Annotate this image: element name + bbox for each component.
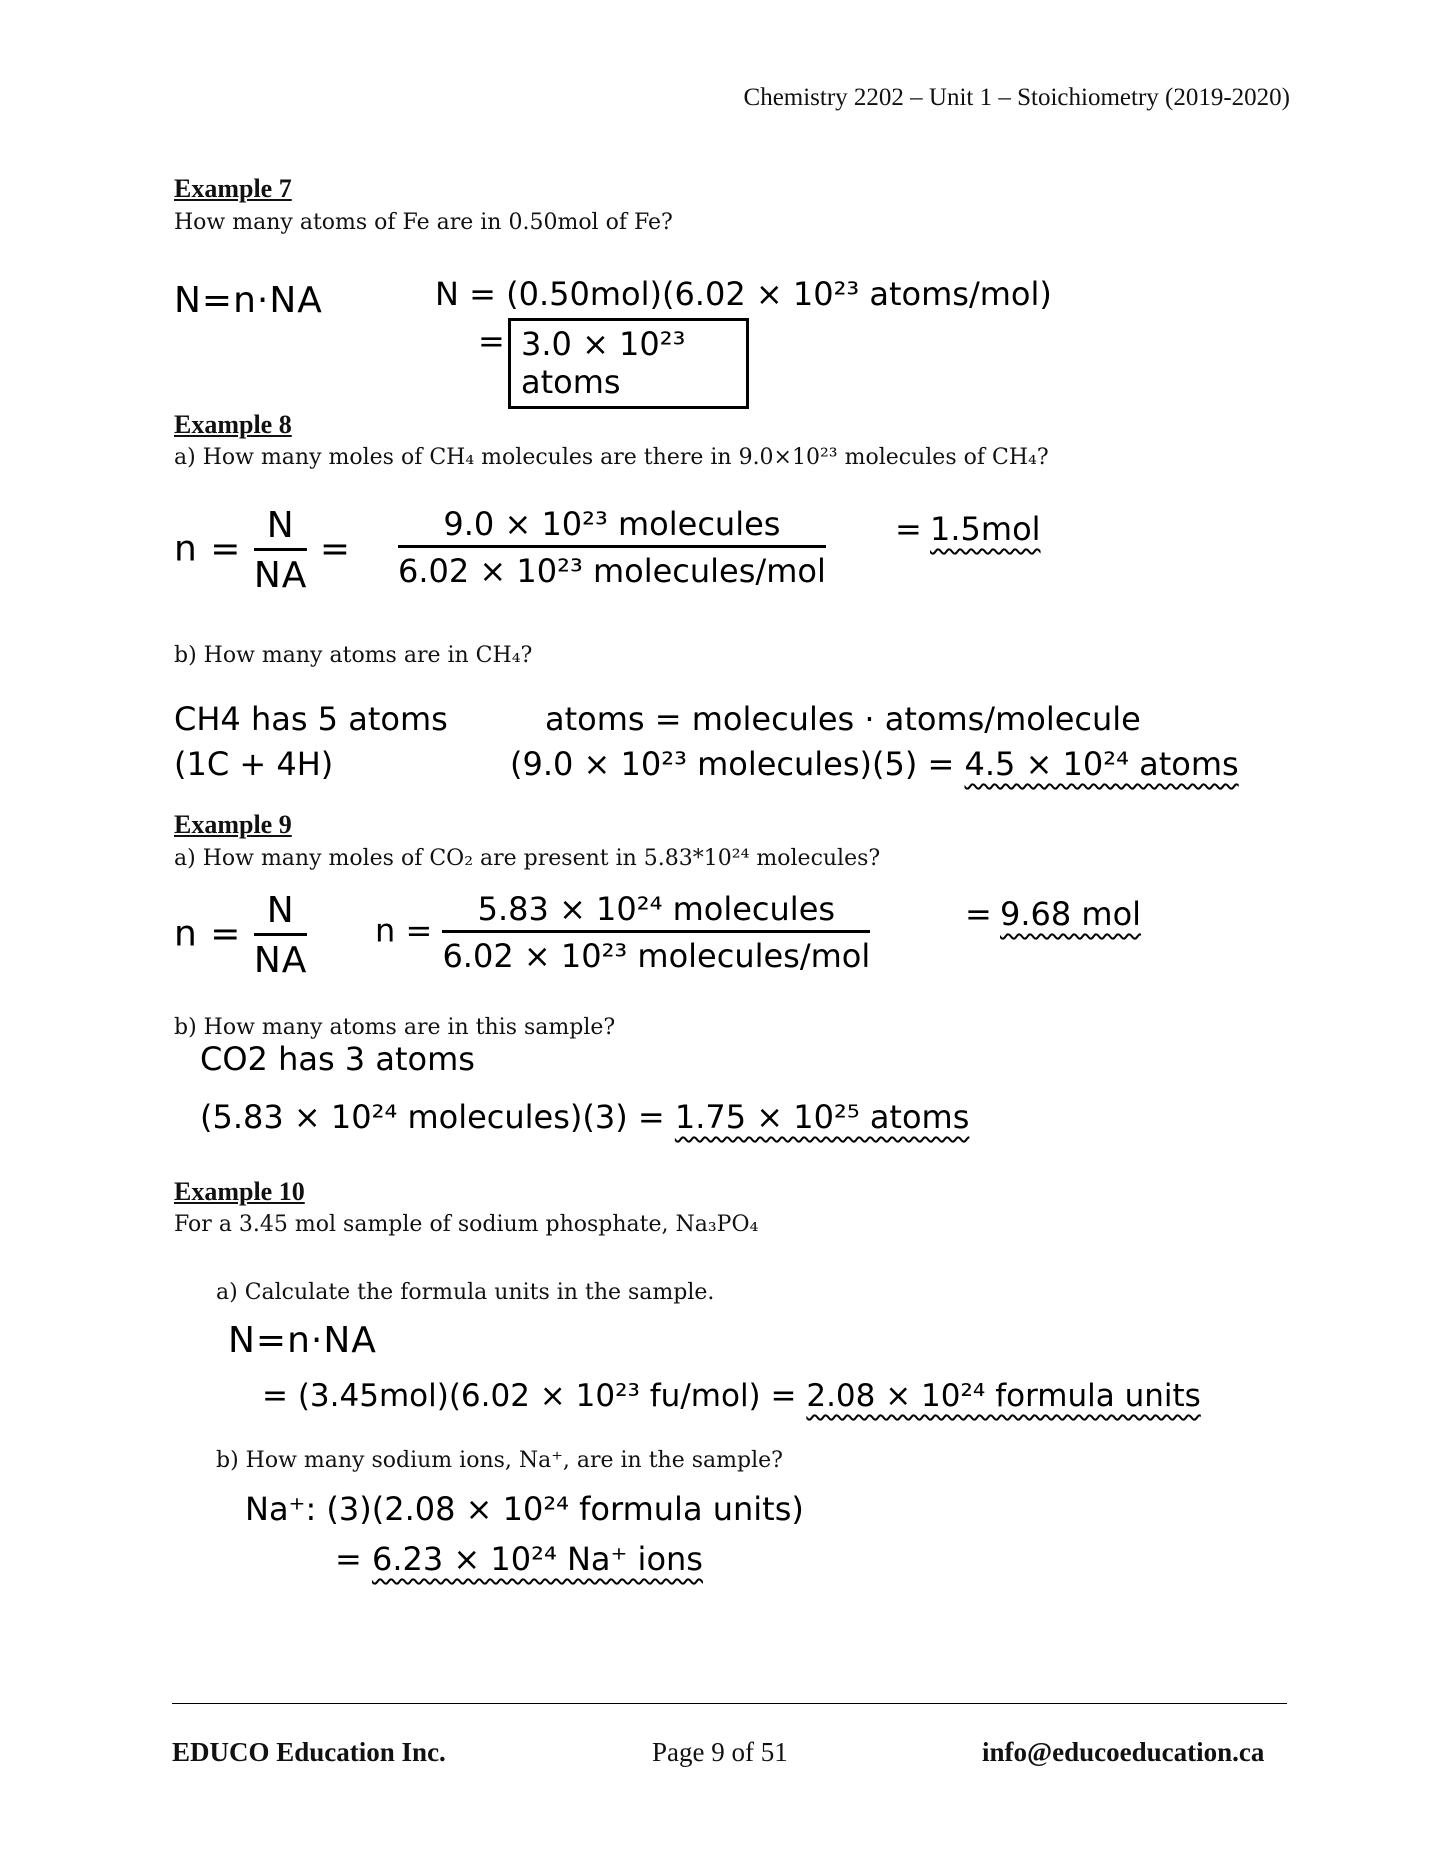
example-9-b-line1: CO2 has 3 atoms xyxy=(200,1040,475,1078)
example-8-title: Example 8 xyxy=(174,410,292,439)
example-8-b-line2-right xyxy=(510,745,1239,783)
example-10-question-a: a) Calculate the formula units in the sample. xyxy=(216,1280,715,1305)
example-7-equals: = xyxy=(478,322,505,360)
example-9-formula: n = $\frac{N}{NA}$ xyxy=(174,890,308,981)
example-8-calc-denominator: 6.02 × 10²³ molecules/mol xyxy=(398,552,826,590)
page-header: Chemistry 2202 – Unit 1 – Stoichiometry (2019-2020) xyxy=(743,84,1290,111)
example-9-formula-denominator: NA xyxy=(253,940,308,981)
example-10-b-line2 xyxy=(335,1540,703,1578)
example-10-a-work: = (3.45mol)(6.02 × 10²³ fu/mol) = xyxy=(262,1378,797,1414)
example-7-question: How many atoms of Fe are in 0.50mol of Fe? xyxy=(174,210,673,235)
example-8-formula: n = $\frac{N}{NA}$ = xyxy=(174,505,352,596)
example-8-formula-numerator: N xyxy=(254,505,308,551)
footer-company: EDUCO Education Inc. xyxy=(172,1737,446,1767)
example-9-b-work: (5.83 × 10²⁴ molecules)(3) = xyxy=(200,1098,665,1136)
example-8-answer-a: 1.5mol xyxy=(930,510,1041,548)
example-8-b-work: (9.0 × 10²³ molecules)(5) = xyxy=(510,745,955,783)
example-8-question-b: b) How many atoms are in CH₄? xyxy=(174,643,533,668)
example-9-b-line2 xyxy=(200,1098,969,1136)
example-8-b-line2-left: (1C + 4H) xyxy=(174,745,334,783)
example-9-formula-numerator: N xyxy=(254,890,308,936)
example-9-question-a: a) How many moles of CO₂ are present in 5.83*10²⁴ molecules? xyxy=(174,846,881,871)
example-8-answer-b: 4.5 × 10²⁴ atoms xyxy=(964,745,1239,783)
example-10-b-equals: = xyxy=(335,1540,362,1578)
footer-page-number: Page 9 of 51 xyxy=(652,1737,788,1767)
example-7-formula: N=n·NA xyxy=(174,280,323,321)
example-7-calculation: N = (0.50mol)(6.02 × 10²³ atoms/mol) xyxy=(435,275,1052,313)
example-7-answer-line2: atoms xyxy=(521,363,621,402)
example-9-title: Example 9 xyxy=(174,810,292,839)
example-9-equals: = xyxy=(965,895,992,933)
example-10-b-line1: Na⁺: (3)(2.08 × 10²⁴ formula units) xyxy=(245,1490,804,1528)
example-9-question-b: b) How many atoms are in this sample? xyxy=(174,1015,616,1040)
example-7-answer-line1: 3.0 × 10²³ xyxy=(521,325,686,363)
example-8-calculation xyxy=(398,505,826,590)
example-9-answer-a: 9.68 mol xyxy=(1000,895,1142,933)
example-9-calc-denominator: 6.02 × 10²³ molecules/mol xyxy=(442,937,871,975)
example-9-calculation: n = $\frac{\text{5.83 × 10²⁴ molecules}}{\text{6.02 × 10²³ molecules/mol}}$ xyxy=(375,890,871,975)
example-10-intro: For a 3.45 mol sample of sodium phosphate, Na₃PO₄ xyxy=(174,1212,759,1237)
example-10-title: Example 10 xyxy=(174,1177,305,1206)
footer-email: info@educoeducation.ca xyxy=(982,1737,1265,1767)
example-7-title: Example 7 xyxy=(174,174,292,203)
example-9-answer-b: 1.75 × 10²⁵ atoms xyxy=(674,1098,970,1136)
example-10-question-b: b) How many sodium ions, Na⁺, are in the sample? xyxy=(216,1448,783,1473)
example-10-answer-b: 6.23 × 10²⁴ Na⁺ ions xyxy=(371,1540,703,1578)
example-8-equals: = xyxy=(895,510,922,548)
example-8-question-a: a) How many moles of CH₄ molecules are there in 9.0×10²³ molecules of CH₄? xyxy=(174,445,1049,470)
example-10-answer-a: 2.08 × 10²⁴ formula units xyxy=(806,1378,1201,1414)
example-7-answer-box xyxy=(508,318,749,409)
example-9-calc-numerator: 5.83 × 10²⁴ molecules xyxy=(442,890,870,933)
example-8-b-line1-left: CH4 has 5 atoms xyxy=(174,700,448,738)
example-10-a-line1: N=n·NA xyxy=(228,1320,377,1361)
example-8-b-line1-right: atoms = molecules · atoms/molecule xyxy=(545,700,1141,738)
example-8-calc-numerator: 9.0 × 10²³ molecules xyxy=(398,505,826,548)
footer-divider xyxy=(172,1703,1287,1704)
example-8-formula-denominator: NA xyxy=(253,555,308,596)
example-10-a-line2 xyxy=(262,1378,1201,1414)
